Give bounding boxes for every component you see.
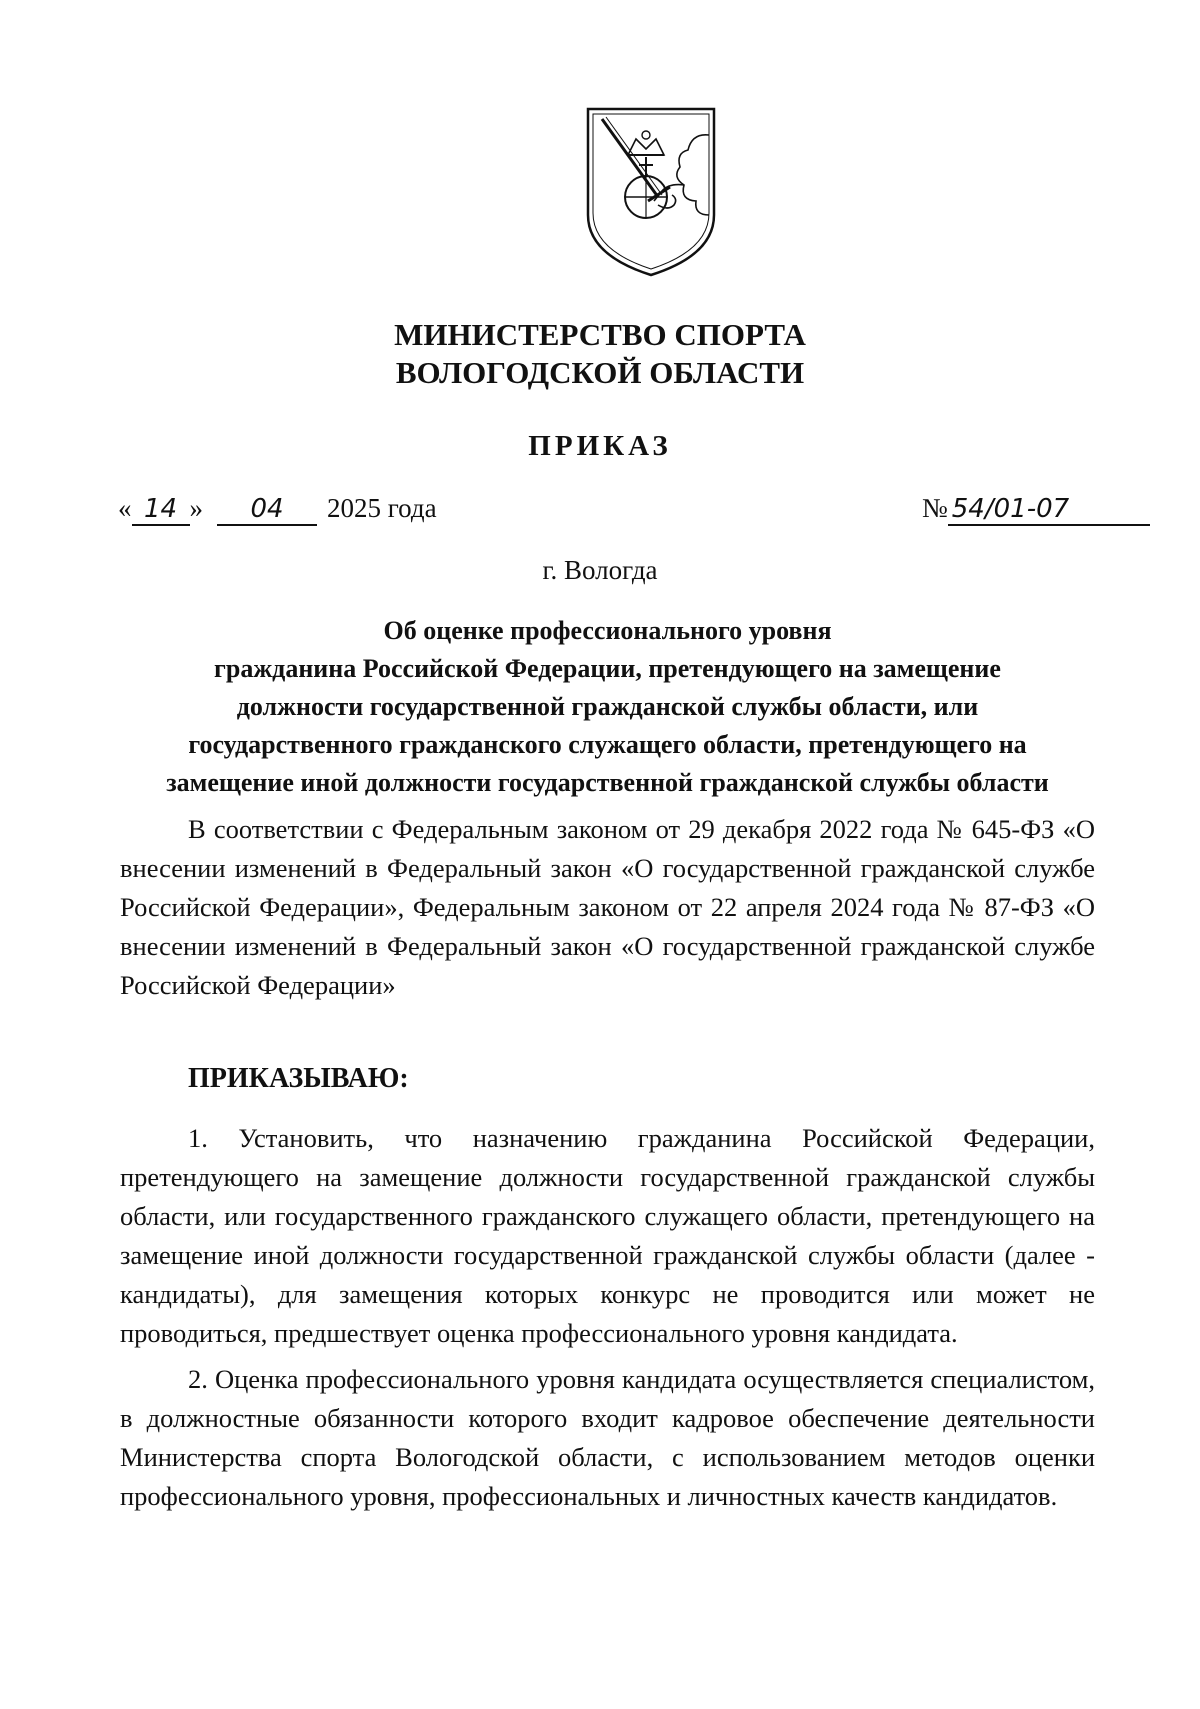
preamble-paragraph: В соответствии с Федеральным законом от 29 декабря 2022 года № 645-ФЗ «О внесении изменений в Федеральный закон «О государственной гражданской службе Российской Федерации», Федеральным законом от 22 апреля 2024 года № 87-ФЗ «О внесении изменений в Федеральный закон «О государственной гражданской службе Российской Федерации» — [120, 814, 1095, 1000]
ministry-name-line1: МИНИСТЕРСТВО СПОРТА — [394, 317, 806, 352]
ministry-name-line2: ВОЛОГОДСКОЙ ОБЛАСТИ — [395, 355, 805, 390]
number-value: 54/01-07 — [948, 494, 1150, 526]
city-line: г. Вологда — [542, 555, 658, 585]
point-2-paragraph: 2. Оценка профессионального уровня кандидата осуществляется специалистом, в должностные обязанности которого входит кадровое обеспечение деятельности Министерства спорта Вологодской области, с использованием методов оценки профессионального уровня, профессиональных и личностных качеств кандидатов. — [120, 1364, 1095, 1511]
order-date — [118, 493, 437, 526]
date-year: 2025 года — [327, 493, 437, 523]
subject-line: Об оценке профессионального уровня — [383, 616, 832, 645]
document-type-title: ПРИКАЗ — [528, 430, 672, 462]
date-close-quote: » — [189, 493, 203, 523]
subject-line: замещение иной должности государственной гражданской службы области — [166, 768, 1049, 797]
order-subject — [120, 612, 1095, 802]
date-day: 14 — [132, 494, 190, 526]
decree-word: ПРИКАЗЫВАЮ: — [188, 1063, 409, 1094]
vologda-coat-of-arms-icon — [584, 105, 718, 283]
subject-line: гражданина Российской Федерации, претендующего на замещение — [214, 654, 1001, 683]
order-number — [922, 493, 1150, 526]
subject-line: должности государственной гражданской службы области, или — [236, 692, 979, 721]
date-month: 04 — [217, 494, 317, 526]
number-sign: № — [922, 493, 948, 523]
point-1-paragraph: 1. Установить, что назначению гражданина Российской Федерации, претендующего на замещение должности государственной гражданской службы области, или государственного гражданского служащего области, претендующего на замещение иной должности государственной гражданской службы области (далее - кандидаты), для замещения которых конкурс не проводится или может не проводиться, предшествует оценка профессионального уровня кандидата. — [120, 1123, 1095, 1348]
subject-line: государственного гражданского служащего области, претендующего на — [188, 730, 1027, 759]
date-open-quote: « — [118, 493, 132, 523]
